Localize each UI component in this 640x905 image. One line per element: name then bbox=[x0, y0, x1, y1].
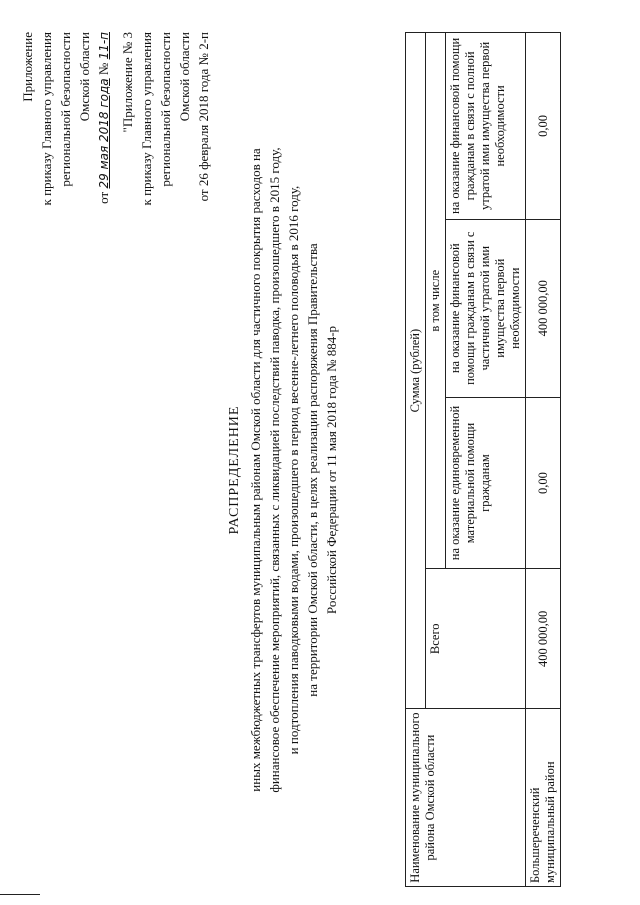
document-title bbox=[225, 85, 341, 855]
title-line: иных межбюджетных трансфертов муниципальным районам Омской области для частичного покрытия расходов на bbox=[248, 148, 263, 792]
title-line: финансовое обеспечение мероприятий, связанных с ликвидацией последствий паводка, произошедшего в 2015 году, bbox=[267, 147, 282, 793]
appendix-line: региональной безопасности bbox=[158, 32, 173, 187]
title-line: Российской Федерации от 11 мая 2018 года № 884-р bbox=[324, 325, 339, 615]
header-total: Всего bbox=[426, 569, 526, 709]
handwritten-number: 11-п bbox=[97, 32, 111, 60]
header-col-b: на оказание финансовой помощи гражданам в связи с частичной утратой ими имущества первой необходимости bbox=[446, 219, 526, 397]
title-heading: РАСПРЕДЕЛЕНИЕ bbox=[227, 405, 242, 535]
page-rule bbox=[0, 894, 40, 895]
appendix-line: Омской области bbox=[177, 32, 192, 122]
handwritten-date: 29 мая 2018 года bbox=[97, 78, 111, 189]
cell-total: 400 000,00 bbox=[526, 569, 561, 709]
appendix-header bbox=[118, 32, 213, 292]
header-line: к приказу Главного управления bbox=[39, 32, 54, 206]
cell-name: Большереченский муниципальный район bbox=[526, 709, 561, 887]
cell-b: 400 000,00 bbox=[526, 219, 561, 397]
header-col-a: на оказание единовременной материальной помощи гражданам bbox=[446, 397, 526, 569]
table-header-row bbox=[406, 33, 426, 887]
distribution-table bbox=[405, 32, 561, 887]
header-line: региональной безопасности bbox=[58, 32, 73, 187]
cell-c: 0,00 bbox=[526, 33, 561, 220]
header-line: Приложение bbox=[20, 32, 35, 102]
date-prefix: от bbox=[96, 191, 111, 204]
title-line: на территории Омской области, в целях реализации распоряжения Правительства bbox=[305, 243, 320, 697]
header-incl: в том числе bbox=[426, 33, 446, 569]
order-date-line bbox=[94, 32, 114, 292]
header-sum: Сумма (рублей) bbox=[406, 33, 426, 709]
number-prefix: № bbox=[96, 62, 111, 76]
cell-a: 0,00 bbox=[526, 397, 561, 569]
appendix-line: к приказу Главного управления bbox=[139, 32, 154, 206]
table-row bbox=[526, 33, 561, 887]
appendix-line: "Приложение № 3 bbox=[120, 32, 135, 133]
header-col-c: на оказание финансовой помощи гражданам в связи с полной утратой ими имущества первой необходимости bbox=[446, 33, 526, 220]
header-line: Омской области bbox=[77, 32, 92, 122]
title-line: и подтопления паводковыми водами, произошедшего в период весенне-летнего половодья в 2016 году, bbox=[286, 185, 301, 755]
appendix-line: от 26 февраля 2018 года № 2-п bbox=[196, 32, 211, 202]
header-name: Наименование муниципального района Омской области bbox=[406, 709, 526, 887]
order-header bbox=[18, 32, 114, 292]
